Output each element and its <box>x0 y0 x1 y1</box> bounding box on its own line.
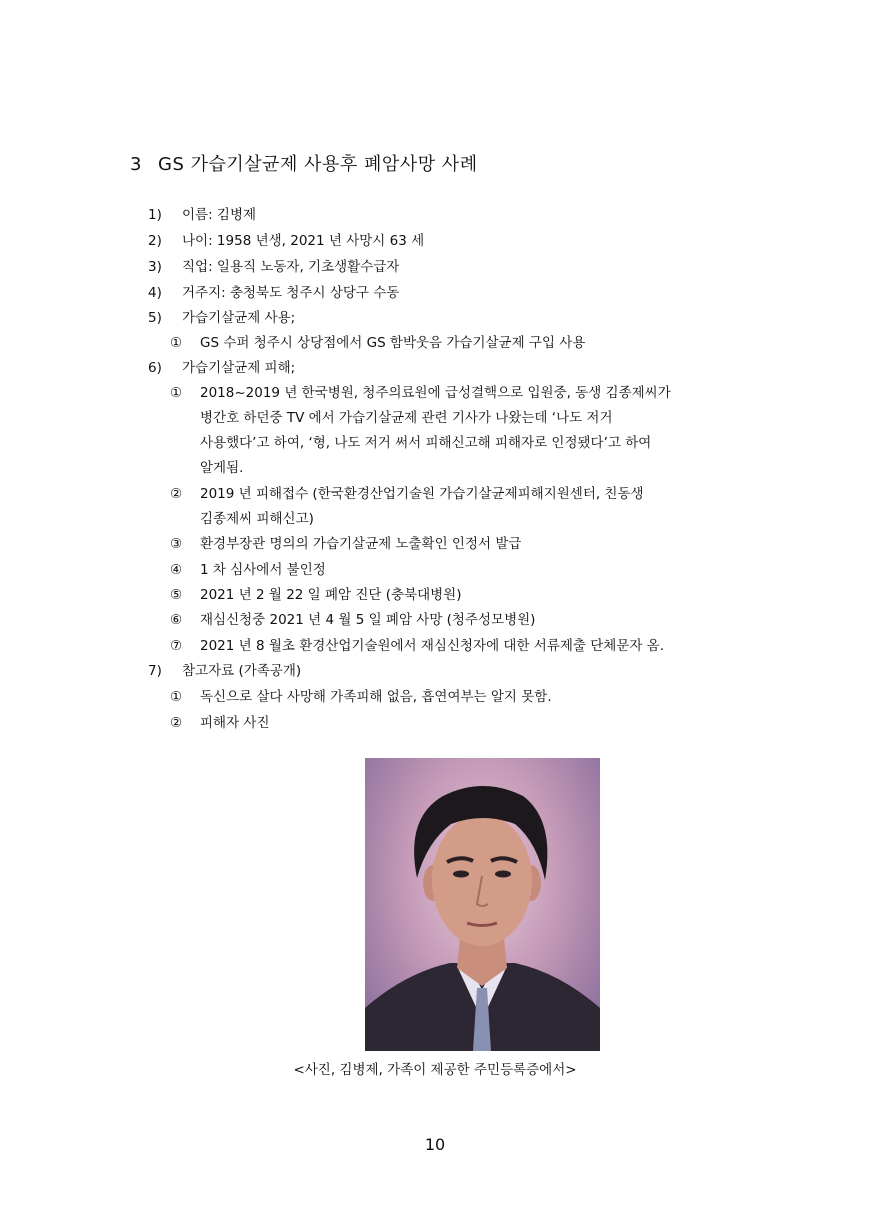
sub-list-item: ② 2019 년 피해접수 (한국환경산업기술원 가습기살균제피해지원센터, 친동생 <box>170 486 644 502</box>
sub-list-item-continuation: 병간호 하던중 TV 에서 가습기살균제 관련 기사가 나왔는데 ‘나도 저거 <box>200 410 613 426</box>
sub-list-item-continuation: 김종제씨 피해신고) <box>200 511 314 527</box>
sub-list-item: ① 독신으로 살다 사망해 가족피해 없음, 흡연여부는 알지 못함. <box>170 689 552 705</box>
section-title: GS 가습기살균제 사용후 폐암사망 사례 <box>158 154 478 175</box>
portrait-illustration <box>365 758 600 1051</box>
sub-list-item-continuation: 알게됨. <box>200 460 244 476</box>
section-heading <box>130 150 478 176</box>
photo-caption: <사진, 김병제, 가족이 제공한 주민등록증에서> <box>293 1062 577 1078</box>
list-item: 2) 나이: 1958 년생, 2021 년 사망시 63 세 <box>148 233 425 249</box>
list-item: 6) 가습기살균제 피해; <box>148 360 296 376</box>
list-item: 5) 가습기살균제 사용; <box>148 310 296 326</box>
sub-list-item: ① GS 수퍼 청주시 상당점에서 GS 함박웃음 가습기살균제 구입 사용 <box>170 335 586 351</box>
sub-list-item: ② 피해자 사진 <box>170 715 270 731</box>
sub-list-item: ⑤ 2021 년 2 월 22 일 폐암 진단 (충북대병원) <box>170 587 462 603</box>
sub-list-item: ⑦ 2021 년 8 월초 환경산업기술원에서 재심신청자에 대한 서류제출 단체문자 옴. <box>170 638 665 654</box>
list-item: 1) 이름: 김병제 <box>148 207 257 223</box>
victim-photo <box>365 758 600 1051</box>
list-item: 3) 직업: 일용직 노동자, 기초생활수급자 <box>148 259 400 275</box>
sub-list-item: ④ 1 차 심사에서 불인정 <box>170 562 326 578</box>
list-item: 7) 참고자료 (가족공개) <box>148 663 302 679</box>
sub-list-item: ③ 환경부장관 명의의 가습기살균제 노출확인 인정서 발급 <box>170 536 522 552</box>
section-number: 3 <box>130 154 142 175</box>
list-item: 4) 거주지: 충청북도 청주시 상당구 수동 <box>148 285 400 301</box>
page-number: 10 <box>424 1135 446 1154</box>
sub-list-item: ⑥ 재심신청중 2021 년 4 월 5 일 폐암 사망 (청주성모병원) <box>170 612 536 628</box>
sub-list-item-continuation: 사용했다’고 하여, ‘형, 나도 저거 써서 피해신고해 피해자로 인정됐다’고 하여 <box>200 435 652 451</box>
sub-list-item: ① 2018~2019 년 한국병원, 청주의료원에 급성결핵으로 입원중, 동생 김종제씨가 <box>170 385 671 401</box>
